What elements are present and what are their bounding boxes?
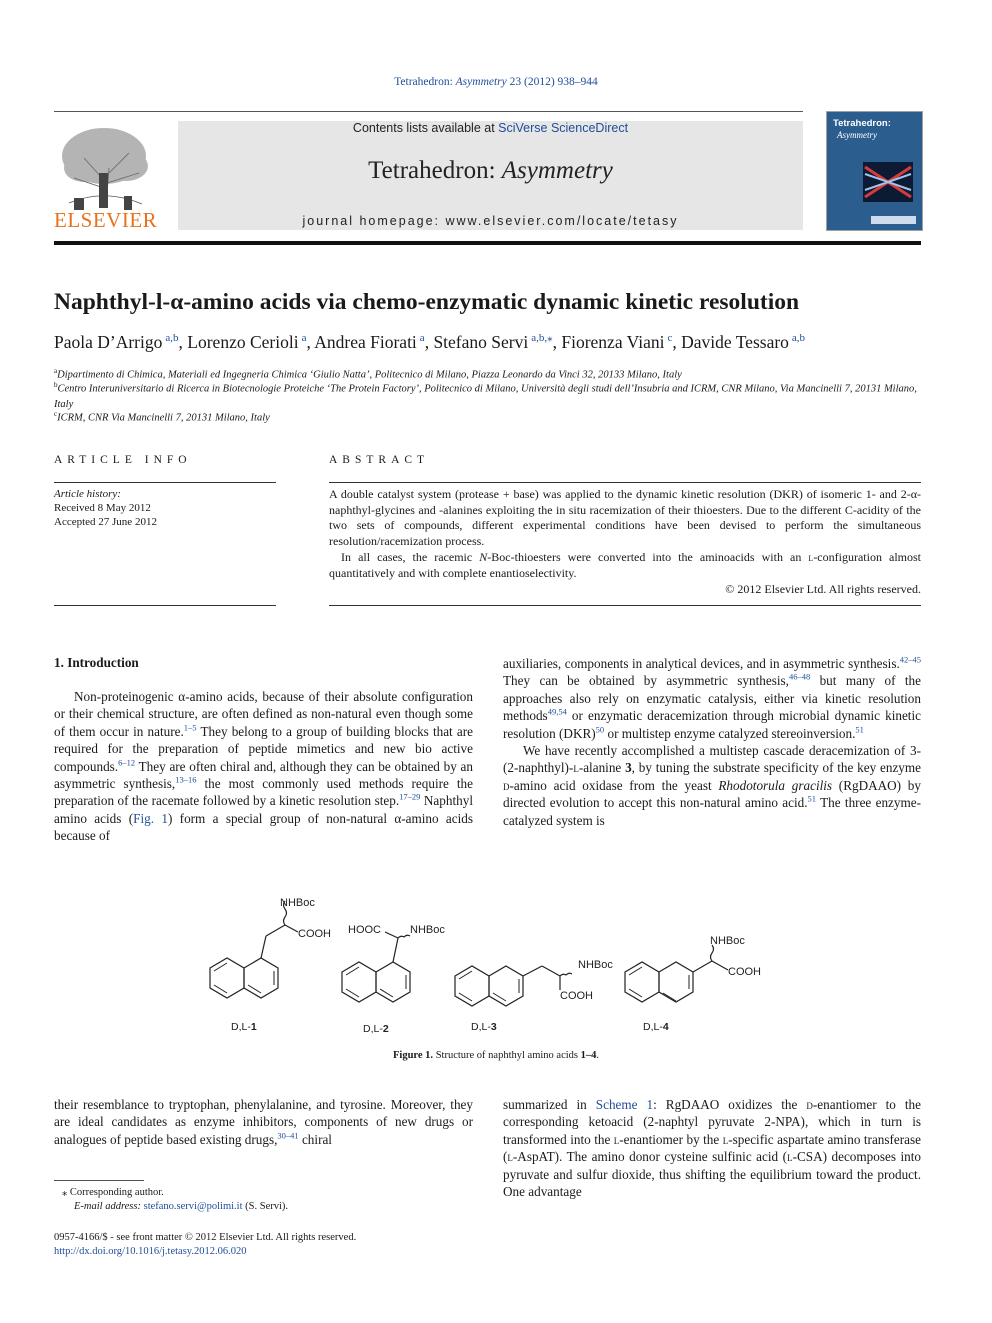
author-separator: , [552, 331, 562, 352]
affiliation-c [54, 407, 922, 426]
abstract-text: N [479, 549, 488, 564]
caption-text: Structure of naphthyl amino acids [433, 1050, 581, 1061]
citation-journal: Tetrahedron: [394, 76, 456, 88]
author-affiliation-mark[interactable]: a [301, 332, 307, 344]
structure-3-nhboc: NHBoc [578, 959, 613, 971]
abstract-rule-top [329, 482, 921, 483]
author-name: Fiorenza Viani [561, 331, 665, 352]
citation-volume: 23 (2012) 938–944 [506, 76, 598, 88]
author-affiliation-mark[interactable]: a,b [791, 332, 806, 344]
structure-1 [210, 901, 298, 998]
intro-right-column: auxiliaries, components in analytical devices, and in asymmetric synthesis.$^{42-45}$ They can be obtained by asymmetric synthesis,$^{46-48}$ but many of the approaches also rely on enzymatic catalysis, either via kinetic resolution methods$^{49,54}$ or enzymatic deracemization through microbial dynamic kinetic resolution (DKR)$^{50}$ or multistep enzyme catalyzed stereoinversion.$^{51}$ We have recently accomplished a multistep cascade deracemization of 3-(2-naphthyl)-l-alanine 3, by tuning the substrate specificity of the key enzyme d-amino acid oxidase from the yeast Rhodotorula gracilis (RgDAAO) by directed evolution to accept this non-natural amino acid.$^{51}$ The three enzyme-catalyzed system is [503, 654, 922, 828]
structure-4 [625, 945, 728, 1002]
corresponding-author-note: ⁎ Corresponding author. [62, 1187, 164, 1198]
email-label: E-mail address: [74, 1201, 144, 1212]
abstract-heading: ABSTRACT [329, 454, 430, 466]
received-date: Received 8 May 2012 [54, 502, 151, 514]
contents-line [178, 121, 803, 135]
structure-label-4: D,L-4 [643, 1021, 669, 1033]
structure-label-1: D,L-1 [231, 1021, 257, 1033]
caption-bold: 1–4 [580, 1050, 597, 1061]
email-suffix: (S. Servi). [242, 1201, 289, 1212]
lower-left-column: their resemblance to tryptophan, phenylalanine, and tyrosine. Moreover, they are ideal candidates as enzyme inhibitors, components of new drugs or analogues of peptide based existing drugs,$^{30-41}$ chiral [54, 1097, 473, 1147]
cover-subtitle: Asymmetry [837, 130, 877, 140]
author-name: Lorenzo Cerioli [187, 331, 299, 352]
structure-3-cooh: COOH [560, 990, 593, 1002]
lower-right-column: summarized in Scheme 1: RgDAAO oxidizes the d-enantiomer to the corresponding ketoacid (2-naphtyl pyruvate 2-NPA), which in turn is transformed into the l-enantiomer by the l-specific aspartate amino transferase (l-AspAT). The amino donor cysteine sulfinic acid (l-CSA) decomposes into pyruvate and sulfur dioxide, thus shifting the equilibrium toward the product. One advantage [503, 1097, 921, 1200]
journal-homepage[interactable]: journal homepage: www.elsevier.com/locate/tetasy [302, 214, 679, 228]
contents-prefix: Contents lists available at [352, 121, 499, 135]
accepted-date: Accepted 27 June 2012 [54, 516, 157, 528]
sciencedirect-link[interactable]: SciVerse ScienceDirect [498, 121, 629, 135]
author-name: Stefano Servi [433, 331, 529, 352]
journal-cover-thumbnail[interactable] [826, 111, 923, 231]
cover-artwork [863, 162, 913, 202]
abstract-text: In all cases, the racemic [341, 549, 480, 564]
issn-line: 0957-4166/$ - see front matter © 2012 Elsevier Ltd. All rights reserved. [54, 1232, 357, 1243]
structure-label-3: D,L-3 [471, 1021, 497, 1033]
affiliation-mark: a [54, 367, 58, 375]
abstract-copyright: © 2012 Elsevier Ltd. All rights reserved. [725, 582, 921, 596]
cover-title: Tetrahedron: [833, 118, 891, 129]
abstract-text: -Boc-thioesters were converted into the aminoacids with an [487, 549, 809, 564]
header-rule-bottom [54, 241, 921, 245]
journal-citation[interactable] [0, 76, 992, 88]
introduction-heading: 1. Introduction [54, 655, 139, 670]
author-name: Paola D’Arrigo [54, 331, 163, 352]
abstract-text: l [808, 549, 814, 564]
affiliation-mark: c [54, 410, 58, 418]
doi-link[interactable]: http://dx.doi.org/10.1016/j.tetasy.2012.06.020 [54, 1246, 247, 1257]
author-separator: , [306, 331, 315, 352]
structure-label-2: D,L-2 [363, 1023, 389, 1035]
figure-1-caption [0, 1050, 992, 1061]
info-rule-bottom [54, 605, 276, 606]
author-list [54, 331, 924, 353]
abstract-paragraph-2 [329, 550, 921, 581]
info-rule-top [54, 482, 276, 483]
caption-label: Figure 1. [393, 1050, 434, 1061]
author-affiliation-mark[interactable]: a,b,⁎ [531, 332, 553, 344]
article-history [54, 487, 276, 529]
abstract-body [329, 487, 921, 581]
structure-1-nhboc: NHBoc [280, 897, 315, 909]
author-separator: , [672, 331, 682, 352]
author-affiliation-mark[interactable]: a [419, 332, 425, 344]
journal-title-main: Tetrahedron: [368, 157, 502, 184]
structure-3 [455, 966, 572, 1006]
author-name: Davide Tessaro [681, 331, 789, 352]
author-separator: , [424, 331, 434, 352]
journal-title [178, 157, 803, 185]
article-info-heading: ARTICLE INFO [54, 454, 192, 466]
abstract-paragraph-1: A double catalyst system (protease + base) was applied to the dynamic kinetic resolution (DKR) of isomeric 1- and 2-α-naphthyl-glycines and -alanines exploiting the in situ racemization of their thioesters. Due to the different C-acidity of the two sets of compounds, different experimental conditions have been devised to perform the simultaneous resolution/racemization process. [329, 487, 921, 549]
email-note [74, 1200, 288, 1214]
structure-2 [342, 932, 410, 1002]
author-affiliation-mark[interactable]: a,b [165, 332, 179, 344]
header-rule-top [54, 111, 803, 112]
structure-2-nhboc: NHBoc [410, 924, 445, 936]
intro-left-column: Non-proteinogenic α-amino acids, because of their absolute configuration or their chemical structure, are often defined as non-natural even though some of them occur in nature.$^{1-5}$ They belong to a group of building blocks that are required for the preparation of peptide mimetics and new bio active compounds.$^{6-12}$ They are often chiral and, although they can be obtained by an asymmetric synthesis,$^{13-16}$ the most commonly used methods require the preparation of the racemate followed by a kinetic resolution step.$^{17-29}$ Naphthyl amino acids (Fig. 1) form a special group of non-natural α-amino acids because of [54, 689, 474, 844]
history-label: Article history: [54, 488, 121, 500]
abstract-rule-bottom [329, 605, 921, 606]
journal-title-italic: Asymmetry [501, 157, 613, 184]
structure-2-hooc: HOOC [348, 924, 381, 936]
affiliation-text: ICRM, CNR Via Mancinelli 7, 20131 Milano, Italy [57, 412, 270, 424]
structure-4-nhboc: NHBoc [710, 935, 745, 947]
elsevier-wordmark: ELSEVIER [54, 208, 158, 232]
author-separator: , [178, 331, 188, 352]
citation-journal-italic: Asymmetry [455, 76, 507, 88]
cover-publisher-bar [871, 216, 916, 224]
affiliation-text: Centro Interuniversitario di Ricerca in Biotecnologie Proteiche ‘The Protein Factory’, Politecnico di Milano, Università degli studi dell’Insubria and ICRM, CNR Milano, Via Mancinelli 7, 20131 Milano, Italy [54, 383, 917, 410]
affiliation-text: Dipartimento di Chimica, Materiali ed Ingegneria Chimica ‘Giulio Natta’, Politecnico di Milano, Piazza Leonardo da Vinci 32, 20133 Milano, Italy [57, 369, 682, 381]
email-link[interactable]: stefano.servi@polimi.it [143, 1201, 243, 1212]
abstract-text: -configuration almost quantitatively and with complete enantioselectivity. [329, 549, 922, 580]
figure-1-structures [180, 880, 810, 1040]
article-title: Naphthyl-l-α-amino acids via chemo-enzymatic dynamic kinetic resolution [54, 289, 800, 315]
author-affiliation-mark[interactable]: c [667, 332, 673, 344]
structure-1-cooh: COOH [298, 928, 331, 940]
affiliation-mark: b [54, 381, 58, 389]
caption-end: . [596, 1050, 599, 1061]
structure-4-cooh: COOH [728, 966, 761, 978]
author-name: Andrea Fiorati [314, 331, 417, 352]
footnote-rule [54, 1180, 144, 1181]
